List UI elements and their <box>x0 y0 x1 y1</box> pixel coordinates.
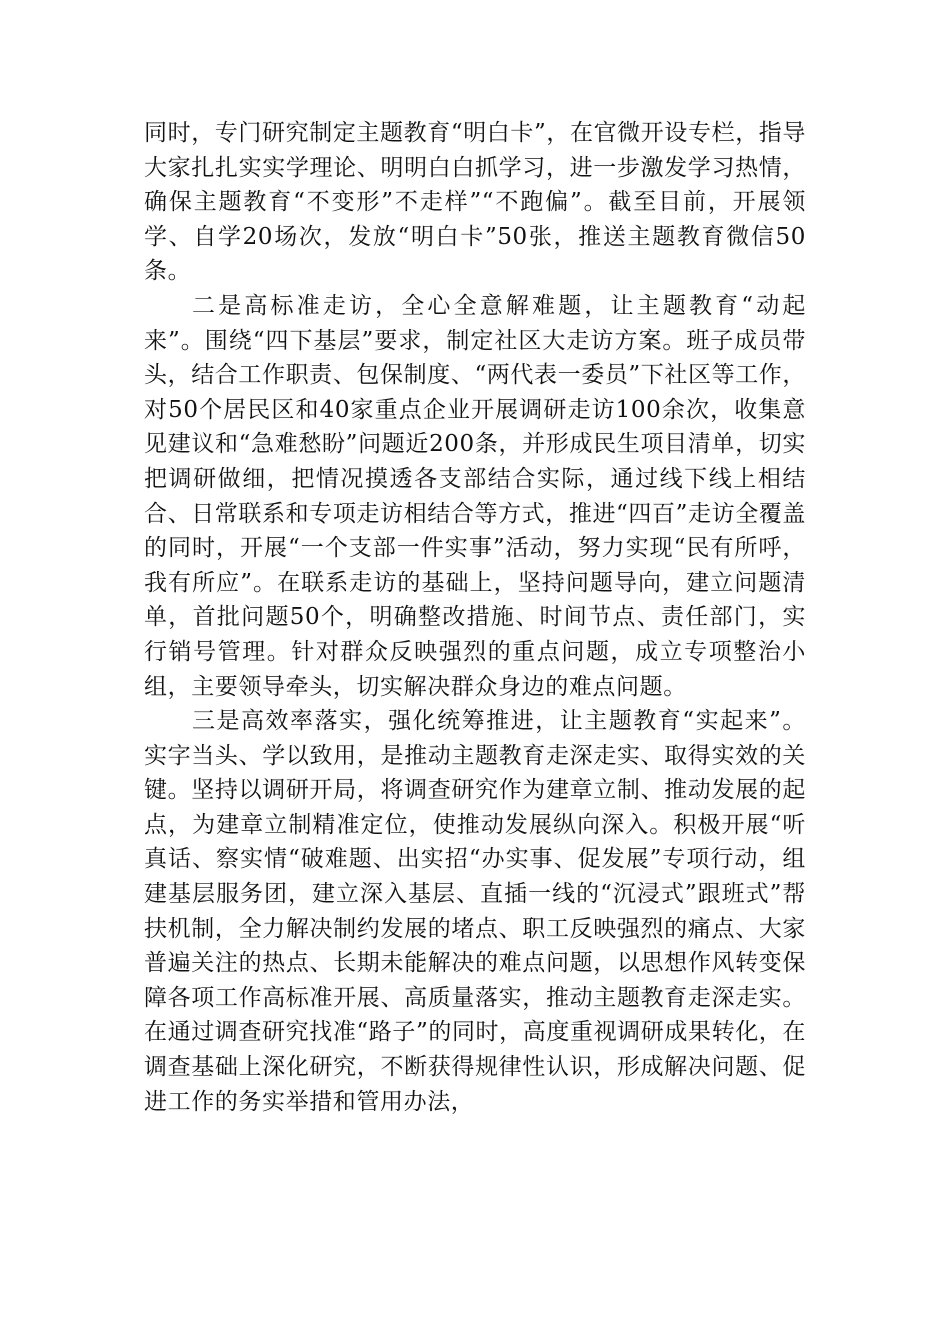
paragraph-visits: 二是高标准走访，全心全意解难题，让主题教育“动起来”。围绕“四下基层”要求，制定社区大走访方案。班子成员带头，结合工作职责、包保制度、“两代表一委员”下社区等工作，对50个居民区和40家重点企业开展调研走访100余次，收集意见建议和“急难愁盼”问题近200条，并形成民生项目清单，切实把调研做细，把情况摸透各支部结合实际，通过线下线上相结合、日常联系和专项走访相结合等方式，推进“四百”走访全覆盖的同时，开展“一个支部一件实事”活动，努力实现“民有所呼，我有所应”。在联系走访的基础上，坚持问题导向，建立问题清单，首批问题50个，明确整改措施、时间节点、责任部门，实行销号管理。针对群众反映强烈的重点问题，成立专项整治小组，主要领导牵头，切实解决群众身边的难点问题。 <box>144 292 806 700</box>
document-body <box>144 116 806 1119</box>
paragraph-continuation: 同时，专门研究制定主题教育“明白卡”，在官微开设专栏，指导大家扎扎实实学理论、明明白白抓学习，进一步激发学习热情，确保主题教育“不变形”不走样”“不跑偏”。截至目前，开展领学、自学20场次，发放“明白卡”50张，推送主题教育微信50条。 <box>144 120 806 285</box>
paragraph-implementation: 三是高效率落实，强化统筹推进，让主题教育“实起来”。实字当头、学以致用，是推动主题教育走深走实、取得实效的关键。坚持以调研开局，将调查研究作为建章立制、推动发展的起点，为建章立制精准定位，使推动发展纵向深入。积极开展“听真话、察实情“破难题、出实招“办实事、促发展”专项行动，组建基层服务团，建立深入基层、直插一线的“沉浸式”跟班式”帮扶机制，全力解决制约发展的堵点、职工反映强烈的痛点、大家普遍关注的热点、长期未能解决的难点问题，以思想作风转变保障各项工作高标准开展、高质量落实，推动主题教育走深走实。在通过调查研究找准“路子”的同时，高度重视调研成果转化，在调查基础上深化研究，不断获得规律性认识，形成解决问题、促进工作的务实举措和管用办法， <box>144 708 806 1115</box>
